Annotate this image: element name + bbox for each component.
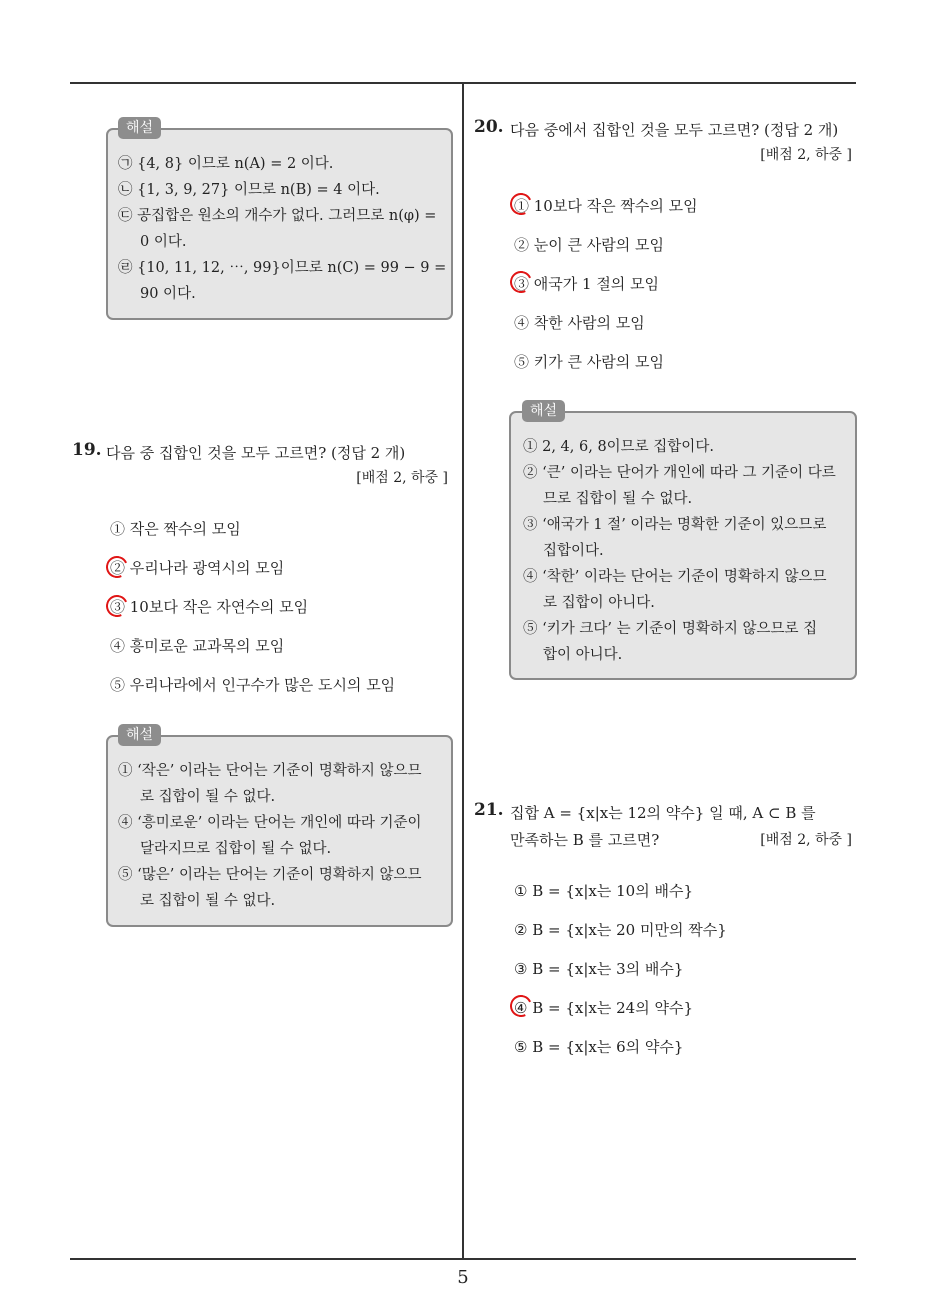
explanation-box-18: [106, 128, 453, 320]
option-20-5[interactable]: ⑤ 키가 큰 사람의 모임: [514, 353, 664, 371]
question-text-21-line2: 만족하는 B 를 고르면?: [510, 831, 660, 849]
option-19-5[interactable]: ⑤ 우리나라에서 인구수가 많은 도시의 모임: [110, 676, 396, 694]
explanation-line: ⑤ ‘키가 크다’ 는 기준이 명확하지 않으므로 집: [523, 621, 818, 637]
option-21-3[interactable]: ③ B = {x|x는 3의 배수}: [514, 960, 684, 978]
question-number-19: 19.: [72, 440, 102, 460]
explanation-line: 므로 집합이 될 수 없다.: [543, 491, 693, 507]
explanation-line: ㉣ {10, 11, 12, ⋯, 99}이므로 n(C) = 99 − 9 =: [118, 260, 447, 276]
column-divider: [462, 82, 464, 1259]
option-19-4[interactable]: ④ 흥미로운 교과목의 모임: [110, 637, 285, 655]
explanation-badge: 해설: [118, 724, 161, 746]
question-text-20: 다음 중에서 집합인 것을 모두 고르면? (정답 2 개): [510, 121, 839, 139]
explanation-line: ① 2, 4, 6, 8이므로 집합이다.: [523, 439, 714, 455]
explanation-line: ④ ‘착한’ 이라는 단어는 기준이 명확하지 않으므: [523, 569, 827, 585]
question-score-19: [배점 2, 하중 ]: [356, 470, 448, 486]
option-21-5[interactable]: ⑤ B = {x|x는 6의 약수}: [514, 1038, 684, 1056]
explanation-badge: 해설: [118, 117, 161, 139]
question-score-20: [배점 2, 하중 ]: [760, 147, 852, 163]
option-20-1[interactable]: ① 10보다 작은 짝수의 모임: [514, 197, 698, 215]
explanation-line: 로 집합이 될 수 없다.: [140, 893, 276, 909]
option-20-4[interactable]: ④ 착한 사람의 모임: [514, 314, 645, 332]
explanation-line: ㉠ {4, 8} 이므로 n(A) = 2 이다.: [118, 156, 334, 172]
question-text-19: 다음 중 집합인 것을 모두 고르면? (정답 2 개): [106, 444, 406, 462]
explanation-line: 집합이다.: [543, 543, 604, 559]
question-number-20: 20.: [474, 117, 504, 137]
explanation-line: ④ ‘흥미로운’ 이라는 단어는 개인에 따라 기준이: [118, 815, 422, 831]
option-20-3[interactable]: ③ 애국가 1 절의 모임: [514, 275, 660, 293]
bottom-rule: [70, 1258, 856, 1260]
explanation-line: 로 집합이 될 수 없다.: [140, 789, 276, 805]
explanation-line: ㉢ 공집합은 원소의 개수가 없다. 그러므로 n(φ) =: [118, 208, 437, 224]
explanation-line: 90 이다.: [140, 286, 196, 302]
option-21-2[interactable]: ② B = {x|x는 20 미만의 짝수}: [514, 921, 727, 939]
question-text-21-line1: 집합 A = {x|x는 12의 약수} 일 때, A ⊂ B 를: [510, 804, 816, 822]
explanation-line: ① ‘작은’ 이라는 단어는 기준이 명확하지 않으므: [118, 763, 422, 779]
explanation-line: ㉡ {1, 3, 9, 27} 이므로 n(B) = 4 이다.: [118, 182, 380, 198]
page-number: 5: [457, 1267, 469, 1288]
question-score-21: [배점 2, 하중 ]: [760, 832, 852, 848]
option-19-3[interactable]: ③ 10보다 작은 자연수의 모임: [110, 598, 309, 616]
option-21-1[interactable]: ① B = {x|x는 10의 배수}: [514, 882, 693, 900]
option-19-2[interactable]: ② 우리나라 광역시의 모임: [110, 559, 285, 577]
explanation-line: 달라지므로 집합이 될 수 없다.: [140, 841, 332, 857]
explanation-line: ③ ‘애국가 1 절’ 이라는 명확한 기준이 있으므로: [523, 517, 827, 533]
option-19-1[interactable]: ① 작은 짝수의 모임: [110, 520, 241, 538]
explanation-box-20: [509, 411, 857, 680]
explanation-badge: 해설: [522, 400, 565, 422]
question-number-21: 21.: [474, 800, 504, 820]
explanation-box-19: [106, 735, 453, 927]
explanation-line: 합이 아니다.: [543, 647, 623, 663]
option-20-2[interactable]: ② 눈이 큰 사람의 모임: [514, 236, 664, 254]
explanation-line: 0 이다.: [140, 234, 187, 250]
explanation-line: ② ‘큰’ 이라는 단어가 개인에 따라 그 기준이 다르: [523, 465, 836, 481]
explanation-line: ⑤ ‘많은’ 이라는 단어는 기준이 명확하지 않으므: [118, 867, 422, 883]
option-21-4[interactable]: ④ B = {x|x는 24의 약수}: [514, 999, 693, 1017]
explanation-line: 로 집합이 아니다.: [543, 595, 655, 611]
